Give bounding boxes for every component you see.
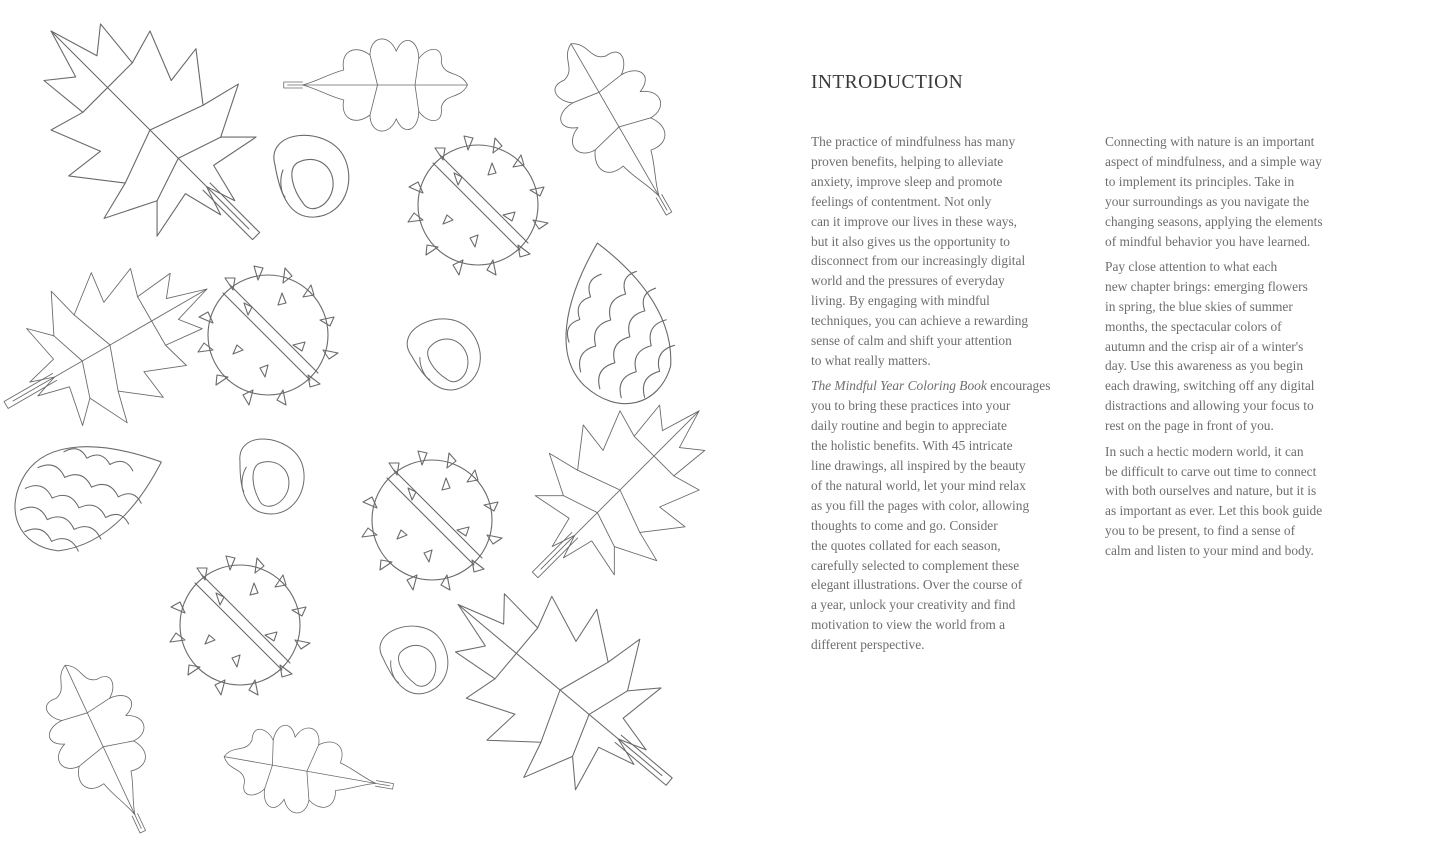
text-line: disconnect from our increasingly digital xyxy=(811,253,1026,269)
text-line: Pay close attention to what each xyxy=(1105,258,1278,274)
text-line xyxy=(811,376,1071,396)
text-line: motivation to view the world from a xyxy=(811,617,1006,633)
paragraph-hectic-world xyxy=(1105,442,1365,561)
paragraph-book-description xyxy=(811,376,1071,655)
text-line: as important as ever. Let this book guide xyxy=(1105,503,1323,519)
text-line: months, the spectacular colors of xyxy=(1105,318,1282,334)
text-line: calm and listen to your mind and body. xyxy=(1105,543,1314,559)
text-line: techniques, you can achieve a rewarding xyxy=(811,313,1029,329)
text-line: each drawing, switching off any digital xyxy=(1105,378,1315,394)
text-line: living. By engaging with mindful xyxy=(811,293,990,309)
text-line: the holistic benefits. With 45 intricate xyxy=(811,438,1013,454)
text-line: daily routine and begin to appreciate xyxy=(811,418,1007,434)
right-text-column xyxy=(1105,132,1365,567)
text-line: day. Use this awareness as you begin xyxy=(1105,358,1304,374)
text-line: proven benefits, helping to alleviate xyxy=(811,153,1004,169)
text-line: to implement its principles. Take in xyxy=(1105,173,1295,189)
text-fragment: encourages xyxy=(986,378,1051,394)
text-line: your surroundings as you navigate the xyxy=(1105,193,1310,209)
text-line: world and the pressures of everyday xyxy=(811,273,1005,289)
text-line: In such a hectic modern world, it can xyxy=(1105,443,1304,459)
text-line: in spring, the blue skies of summer xyxy=(1105,298,1293,314)
text-line: to what really matters. xyxy=(811,352,931,368)
text-line: new chapter brings: emerging flowers xyxy=(1105,278,1308,294)
text-line: anxiety, improve sleep and promote xyxy=(811,173,1003,189)
left-text-column xyxy=(811,132,1071,661)
text-line: of mindful behavior you have learned. xyxy=(1105,233,1311,249)
text-line: you to be present, to find a sense of xyxy=(1105,523,1296,539)
text-line: changing seasons, applying the elements xyxy=(1105,213,1323,229)
text-line: carefully selected to complement these xyxy=(811,557,1020,573)
text-line: autumn and the crisp air of a winter's xyxy=(1105,338,1304,354)
paragraph-mindfulness-benefits xyxy=(811,132,1071,371)
text-line: rest on the page in front of you. xyxy=(1105,418,1274,434)
text-line: aspect of mindfulness, and a simple way xyxy=(1105,153,1322,169)
text-line: of the natural world, let your mind relax xyxy=(811,477,1026,493)
text-line: the quotes collated for each season, xyxy=(811,537,1001,553)
text-line: distractions and allowing your focus to xyxy=(1105,398,1314,414)
text-line: with both ourselves and nature, but it is xyxy=(1105,483,1317,499)
text-line: thoughts to come and go. Consider xyxy=(811,517,998,533)
text-line: elegant illustrations. Over the course of xyxy=(811,577,1023,593)
text-line: different perspective. xyxy=(811,637,925,653)
text-line: be difficult to carve out time to connect xyxy=(1105,463,1317,479)
text-line: Connecting with nature is an important xyxy=(1105,134,1315,149)
text-line: you to bring these practices into your xyxy=(811,398,1011,414)
text-line: The practice of mindfulness has many xyxy=(811,134,1016,149)
paragraph-seasons xyxy=(1105,257,1365,436)
page-title: INTRODUCTION xyxy=(811,72,964,93)
text-line: sense of calm and shift your attention xyxy=(811,333,1012,349)
book-title: The Mindful Year Coloring Book xyxy=(811,378,987,394)
paragraph-connecting-with-nature xyxy=(1105,132,1365,251)
introduction-page xyxy=(811,0,1371,863)
text-line: a year, unlock your creativity and find xyxy=(811,597,1016,613)
text-line: but it also gives us the opportunity to xyxy=(811,233,1010,249)
text-line: as you fill the pages with color, allowing xyxy=(811,497,1030,513)
text-line: feelings of contentment. Not only xyxy=(811,193,992,209)
text-line: line drawings, all inspired by the beauty xyxy=(811,458,1026,473)
text-line: can it improve our lives in these ways, xyxy=(811,213,1018,229)
